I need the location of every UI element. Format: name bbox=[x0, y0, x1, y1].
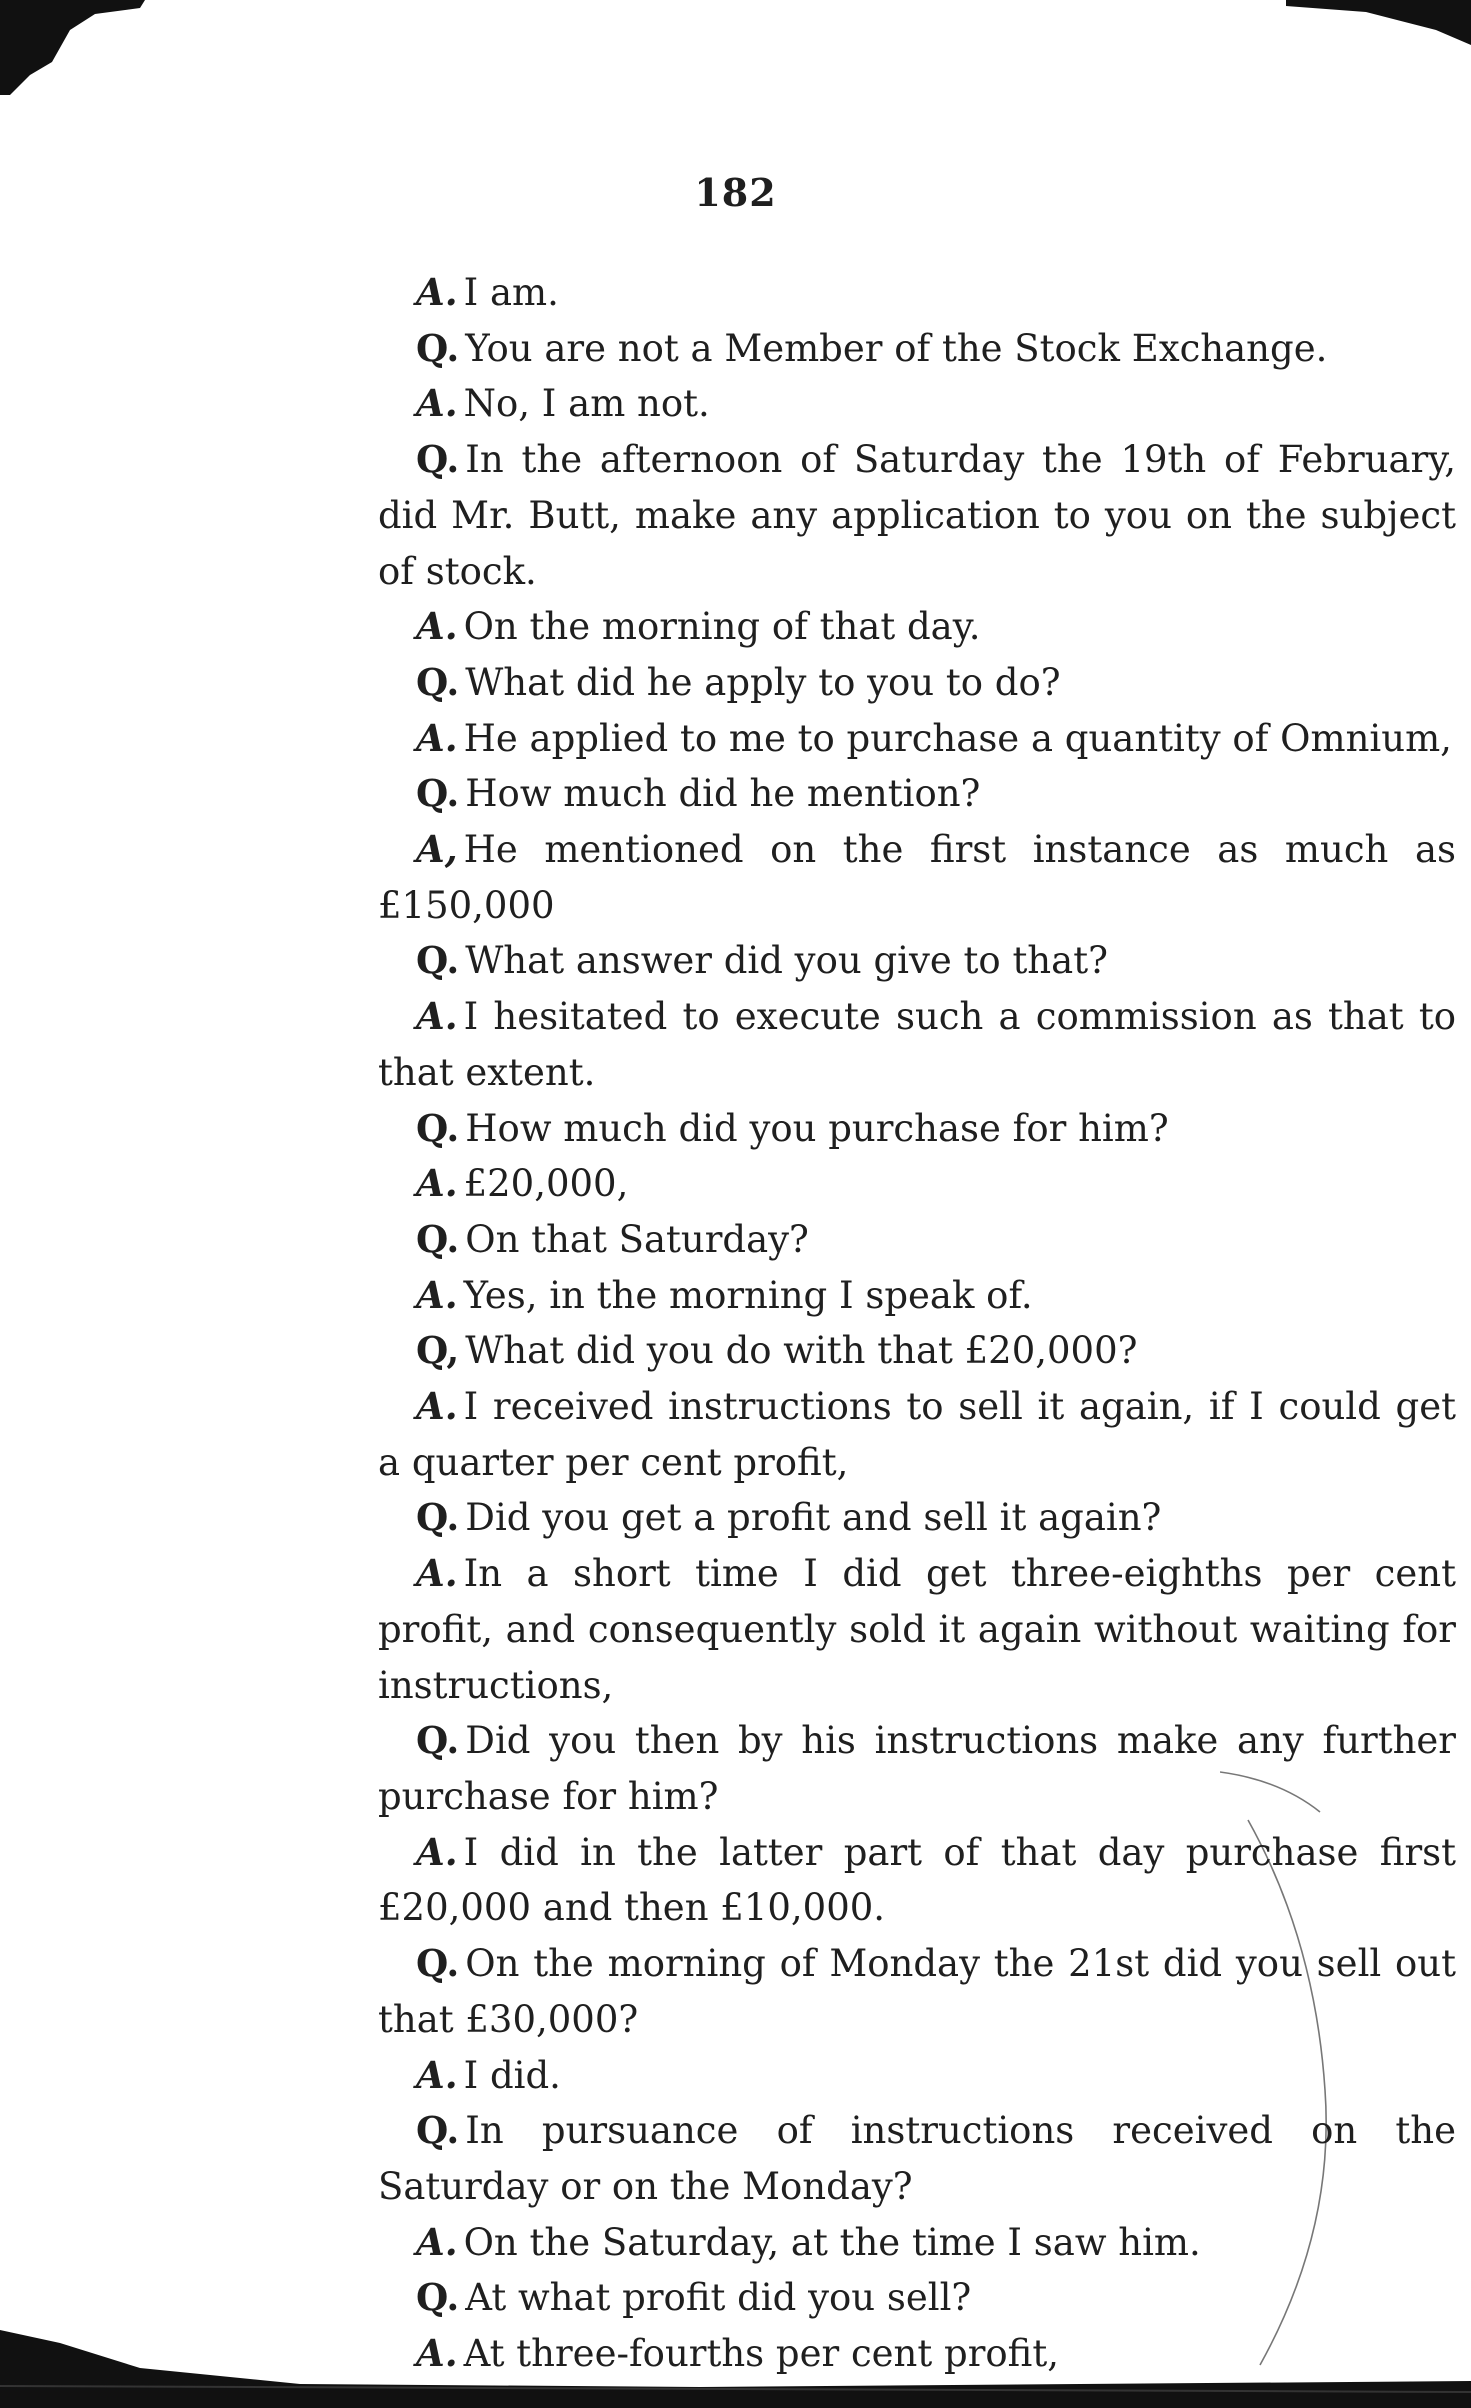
paragraph-text: In the afternoon of Saturday the 19th of February, did Mr. Butt, make any application to you on the subject of stock. bbox=[378, 438, 1456, 593]
paragraph-text: I did. bbox=[463, 2053, 561, 2097]
paragraph-text: I hesitated to execute such a commission as that to that extent. bbox=[378, 995, 1456, 1094]
qa-paragraph bbox=[378, 265, 1456, 321]
paragraph-text: He mentioned on the first instance as much as £150,000 bbox=[378, 828, 1456, 927]
paragraph-text: What answer did you give to that? bbox=[465, 939, 1108, 983]
qa-paragraph bbox=[378, 432, 1456, 599]
qa-paragraph bbox=[378, 2048, 1456, 2104]
answer-marker: A, bbox=[416, 827, 458, 872]
question-marker: Q. bbox=[416, 1495, 460, 1540]
qa-paragraph bbox=[378, 376, 1456, 432]
paragraph-text: In a short time I did get three-eighths per cent profit, and consequently sold it again without waiting for instructions, bbox=[378, 1552, 1456, 1707]
paragraph-text: On the Saturday, at the time I saw him. bbox=[463, 2220, 1201, 2264]
question-marker: Q. bbox=[416, 1941, 460, 1986]
paragraph-text: No, I am not. bbox=[463, 382, 710, 426]
paragraph-text: What did he apply to you to do? bbox=[465, 660, 1061, 704]
paragraph-text: How much did he mention? bbox=[465, 772, 981, 816]
answer-marker: A. bbox=[416, 604, 458, 649]
paragraph-text: Did you then by his instructions make any further purchase for him? bbox=[378, 1719, 1456, 1818]
answer-marker: A. bbox=[416, 2052, 458, 2097]
qa-paragraph bbox=[378, 1936, 1456, 2047]
answer-marker: A. bbox=[416, 1829, 458, 1874]
qa-paragraph bbox=[378, 321, 1456, 377]
paragraph-text: I received instructions to sell it again, if I could get a quarter per cent profit, bbox=[378, 1385, 1456, 1484]
paragraph-text: Did you get a profit and sell it again? bbox=[465, 1496, 1162, 1540]
transcript-text bbox=[378, 265, 1456, 2382]
question-marker: Q. bbox=[416, 2275, 460, 2320]
answer-marker: A. bbox=[416, 381, 458, 426]
paragraph-text: Yes, in the morning I speak of. bbox=[463, 1273, 1033, 1317]
question-marker: Q. bbox=[416, 1718, 460, 1763]
answer-marker: A. bbox=[416, 994, 458, 1039]
qa-paragraph bbox=[378, 2326, 1456, 2382]
question-marker: Q. bbox=[416, 659, 460, 704]
paragraph-text: On that Saturday? bbox=[465, 1217, 809, 1261]
qa-paragraph bbox=[378, 711, 1456, 767]
qa-paragraph bbox=[378, 655, 1456, 711]
qa-paragraph bbox=[378, 1212, 1456, 1268]
qa-paragraph bbox=[378, 2103, 1456, 2214]
question-marker: Q. bbox=[416, 325, 460, 370]
qa-paragraph bbox=[378, 822, 1456, 933]
qa-paragraph bbox=[378, 2215, 1456, 2271]
qa-paragraph bbox=[378, 1825, 1456, 1936]
scan-corner-mark-top-left bbox=[0, 0, 145, 95]
answer-marker: A. bbox=[416, 1272, 458, 1317]
answer-marker: A. bbox=[416, 270, 458, 314]
paragraph-text: At what profit did you sell? bbox=[465, 2276, 972, 2320]
answer-marker: A. bbox=[416, 715, 458, 760]
answer-marker: A. bbox=[416, 1384, 458, 1429]
paragraph-text: £20,000, bbox=[463, 1162, 629, 1206]
question-marker: Q. bbox=[416, 437, 460, 482]
answer-marker: A. bbox=[416, 2219, 458, 2264]
qa-paragraph bbox=[378, 933, 1456, 989]
question-marker: Q. bbox=[416, 1105, 460, 1150]
paragraph-text: On the morning of that day. bbox=[463, 605, 981, 649]
paragraph-text: He applied to me to purchase a quantity of Omnium, bbox=[463, 716, 1452, 760]
qa-paragraph bbox=[378, 1379, 1456, 1490]
page-number: 182 bbox=[694, 170, 777, 215]
paragraph-text: You are not a Member of the Stock Exchange. bbox=[465, 326, 1328, 370]
qa-paragraph bbox=[378, 1156, 1456, 1212]
qa-paragraph bbox=[378, 1323, 1456, 1379]
paragraph-text: What did you do with that £20,000? bbox=[465, 1329, 1138, 1373]
qa-paragraph bbox=[378, 1713, 1456, 1824]
question-marker: Q, bbox=[416, 1328, 460, 1373]
paragraph-text: I am. bbox=[463, 271, 559, 314]
qa-paragraph bbox=[378, 1490, 1456, 1546]
question-marker: Q. bbox=[416, 1216, 460, 1261]
qa-paragraph bbox=[378, 1101, 1456, 1157]
paragraph-text: I did in the latter part of that day purchase first £20,000 and then £10,000. bbox=[378, 1830, 1456, 1930]
answer-marker: A. bbox=[416, 2331, 458, 2376]
paragraph-text: On the morning of Monday the 21st did you sell out that £30,000? bbox=[378, 1942, 1456, 2041]
paragraph-text: At three-fourths per cent profit, bbox=[463, 2332, 1059, 2376]
qa-paragraph bbox=[378, 989, 1456, 1100]
scan-corner-mark-top-right bbox=[1286, 0, 1471, 45]
paragraph-text: How much did you purchase for him? bbox=[465, 1106, 1169, 1150]
answer-marker: A. bbox=[416, 1161, 458, 1206]
qa-paragraph bbox=[378, 599, 1456, 655]
paragraph-text: In pursuance of instructions received on the Saturday or on the Monday? bbox=[378, 2109, 1456, 2208]
answer-marker: A. bbox=[416, 1551, 458, 1596]
question-marker: Q. bbox=[416, 2108, 460, 2153]
qa-paragraph bbox=[378, 766, 1456, 822]
qa-paragraph bbox=[378, 1268, 1456, 1324]
qa-paragraph bbox=[378, 1546, 1456, 1713]
question-marker: Q. bbox=[416, 938, 460, 983]
question-marker: Q. bbox=[416, 771, 460, 816]
qa-paragraph bbox=[378, 2270, 1456, 2326]
